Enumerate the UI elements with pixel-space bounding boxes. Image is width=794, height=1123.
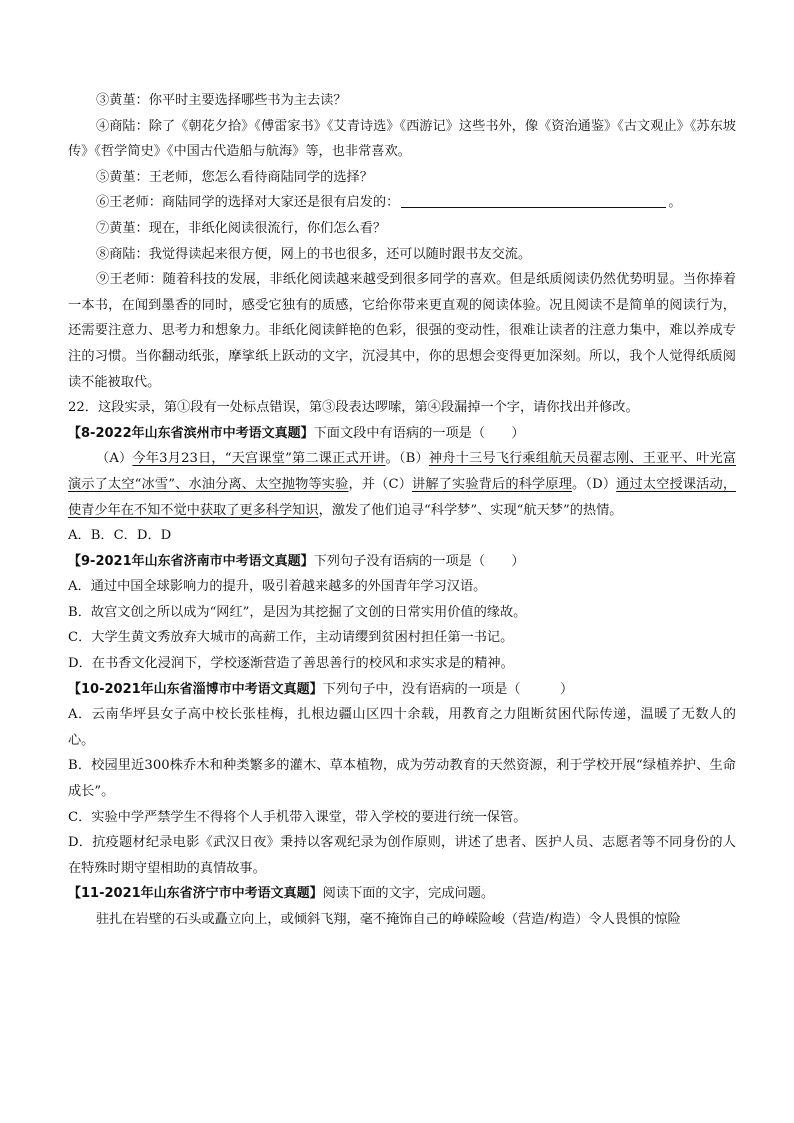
question-9-option-a: A．通过中国全球影响力的提升，吸引着越来越多的外国青年学习汉语。 — [68, 579, 487, 595]
question-9-option-d: D．在书香文化浸润下，学校逐渐营造了善思善行的校风和求实求是的精神。 — [68, 656, 514, 672]
question-9-title — [68, 549, 736, 575]
question-11-stem: 阅读下面的文字，完成问题。 — [322, 886, 495, 902]
option-c-label: ，并（C） — [348, 476, 413, 492]
question-11-passage: 驻扎在岩壁的石头或矗立向上，或倾斜飞翔，毫不掩饰自己的峥嵘险峻（营造/构造）令人畏惧的惊险 — [96, 912, 681, 927]
question-10-option-c: C．实验中学严禁学生不得将个人手机带入课堂，带入学校的要进行统一保管。 — [68, 809, 527, 825]
dialogue-line-7: ⑦黄堇：现在，非纸化阅读很流行，你们怎么看？ — [96, 220, 387, 236]
question-9-stem: 下列句子没有语病的一项是（ ） — [313, 553, 525, 569]
question-10-option-a: A．云南华坪县女子高中校长张桂梅，扎根边疆山区四十余载，用教育之力阻断贫困代际传递，温暖了无数人的心。 — [68, 707, 736, 748]
passage-tail: ，激发了他们追寻“科学梦”、实现“航天梦”的热情。 — [318, 502, 623, 518]
question-8-stem: 下面文段中有语病的一项是（ ） — [313, 425, 525, 441]
question-9-source: 【9-2021年山东省济南市中考语文真题】 — [68, 553, 314, 569]
dialogue-line-6-end: 。 — [668, 195, 682, 211]
question-8-options: A．B．C．D．D — [68, 528, 172, 544]
dialogue-line-4: ④商陆：除了《朝花夕拾》《傅雷家书》《艾青诗选》《西游记》这些书外，像《资治通鉴》《古文观止》《苏东坡传》《哲学简史》《中国古代造船与航海》等，也非常喜欢。 — [68, 118, 736, 160]
option-d-sentence: 通过太空授课活动，使青少年在不知不觉中获取了更多科学知识 — [68, 476, 737, 518]
document-page — [68, 88, 736, 933]
question-11-title — [68, 881, 736, 907]
question-9-option-c: C．大学生黄文秀放弃大城市的高薪工作，主动请缨到贫困村担任第一书记。 — [68, 630, 514, 646]
option-a-sentence: 今年3月23日，“天宫课堂”第二课正式开讲 — [132, 451, 386, 467]
dialogue-line-5: ⑤黄堇：王老师，您怎么看待商陆同学的选择？ — [96, 169, 373, 185]
question-10-title — [68, 677, 736, 703]
question-10-source: 【10-2021年山东省淄博市中考语文真题】 — [68, 681, 323, 697]
option-a-label: （A） — [96, 451, 133, 467]
question-8-passage — [68, 446, 736, 523]
question-8-source: 【8-2022年山东省滨州市中考语文真题】 — [68, 425, 314, 441]
option-b-sentence: 神舟十三号飞行乘组航天员翟志刚、王亚平、叶光富演示了太空“冰雪”、水油分离、太空抛物等实验 — [68, 451, 737, 492]
dialogue-line-8: ⑧商陆：我觉得读起来很方便，网上的书也很多，还可以随时跟书友交流。 — [96, 246, 532, 262]
question-11-source: 【11-2021年山东省济宁市中考语文真题】 — [68, 886, 323, 902]
dialogue-line-6-text: ⑥王老师：商陆同学的选择对大家还是很有启发的： — [96, 195, 400, 211]
question-10-stem: 下列句子中，没有语病的一项是（ ） — [322, 681, 574, 697]
dialogue-line-6 — [68, 190, 736, 216]
question-22: 22．这段实录，第①段有一处标点错误，第③段表达啰嗦，第④段漏掉一个字，请你找出并修改。 — [68, 400, 639, 416]
option-b-label: 。（B） — [385, 451, 429, 467]
question-8-title — [68, 421, 736, 447]
answer-blank[interactable] — [401, 194, 666, 208]
dialogue-line-9: ⑨王老师：随着科技的发展，非纸化阅读越来越受到很多同学的喜欢。但是纸质阅读仍然优势明显。当你捧着一本书，在闻到墨香的同时，感受它独有的质感，它给你带来更直观的阅读体验。况且阅读不是简单的阅读行为，还需要注意力、思考力和想象力。非纸化阅读鲜艳的色彩，很强的变动性，很难让读者的注意力集中，难以养成专注的习惯。当你翻动纸张，摩挲纸上跃动的文字，沉浸其中，你的思想会变得更加深刻。所以，我个人觉得纸质阅读不能被取代。 — [68, 272, 736, 390]
question-9-option-b: B．故宫文创之所以成为“网红”，是因为其挖掘了文创的日常实用价值的缘故。 — [68, 604, 527, 620]
option-c-sentence: 讲解了实验背后的科学原理 — [412, 476, 573, 492]
option-d-label: 。（D） — [572, 476, 617, 492]
question-10-option-d: D．抗疫题材纪录电影《武汉日夜》秉持以客观纪录为创作原则，讲述了患者、医护人员、志愿者等不同身份的人在特殊时期守望相助的真情故事。 — [68, 835, 736, 876]
dialogue-line-3: ③黄堇：你平时主要选择哪些书为主去读？ — [96, 93, 347, 108]
question-10-option-b: B．校园里近300株乔木和种类繁多的灌木、草本植物，成为劳动教育的天然资源，利于学校开展“绿植养护、生命成长”。 — [68, 758, 736, 800]
